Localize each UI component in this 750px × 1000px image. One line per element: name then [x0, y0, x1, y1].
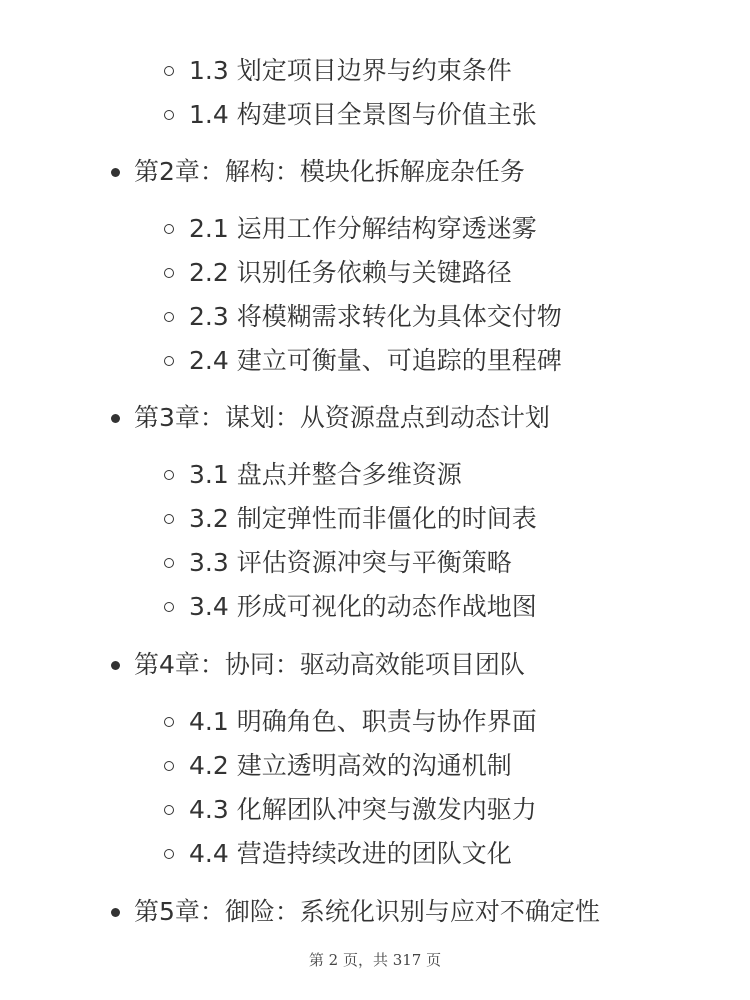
hollow-bullet-icon: [164, 602, 174, 612]
toc-section-title: 1.4 构建项目全景图与价值主张: [189, 100, 537, 129]
hollow-bullet-icon: [164, 849, 174, 859]
hollow-bullet-icon: [164, 514, 174, 524]
hollow-bullet-icon: [164, 312, 174, 322]
toc-section-title: 4.1 明确角色、职责与协作界面: [189, 707, 537, 736]
hollow-bullet-icon: [164, 356, 174, 366]
hollow-bullet-icon: [164, 470, 174, 480]
toc-section-title: 3.2 制定弹性而非僵化的时间表: [189, 504, 537, 533]
toc-section-title: 3.1 盘点并整合多维资源: [189, 460, 462, 489]
hollow-bullet-icon: [164, 805, 174, 815]
toc-section-title: 2.1 运用工作分解结构穿透迷雾: [189, 214, 537, 243]
toc-section-title: 4.2 建立透明高效的沟通机制: [189, 751, 512, 780]
toc-section-title: 3.3 评估资源冲突与平衡策略: [189, 548, 512, 577]
toc-section-title: 2.3 将模糊需求转化为具体交付物: [189, 302, 562, 331]
toc-section-title: 2.2 识别任务依赖与关键路径: [189, 258, 512, 287]
filled-bullet-icon: [111, 908, 120, 917]
hollow-bullet-icon: [164, 110, 174, 120]
toc-section-title: 4.4 营造持续改进的团队文化: [189, 839, 512, 868]
filled-bullet-icon: [111, 168, 120, 177]
hollow-bullet-icon: [164, 224, 174, 234]
toc-chapter-title: 第2章：解构：模块化拆解庞杂任务: [134, 157, 525, 186]
hollow-bullet-icon: [164, 66, 174, 76]
toc-section-title: 3.4 形成可视化的动态作战地图: [189, 592, 537, 621]
hollow-bullet-icon: [164, 268, 174, 278]
hollow-bullet-icon: [164, 761, 174, 771]
filled-bullet-icon: [111, 661, 120, 670]
toc-chapter-title: 第4章：协同：驱动高效能项目团队: [134, 650, 525, 679]
hollow-bullet-icon: [164, 558, 174, 568]
toc-section-title: 2.4 建立可衡量、可追踪的里程碑: [189, 346, 562, 375]
hollow-bullet-icon: [164, 717, 174, 727]
toc-chapter-title: 第5章：御险：系统化识别与应对不确定性: [134, 897, 600, 926]
filled-bullet-icon: [111, 414, 120, 423]
page-footer-indicator: 第 2 页，共 317 页: [308, 951, 442, 969]
toc-section-title: 4.3 化解团队冲突与激发内驱力: [189, 795, 537, 824]
toc-chapter-title: 第3章：谋划：从资源盘点到动态计划: [134, 403, 550, 432]
toc-section-title: 1.3 划定项目边界与约束条件: [189, 56, 512, 85]
